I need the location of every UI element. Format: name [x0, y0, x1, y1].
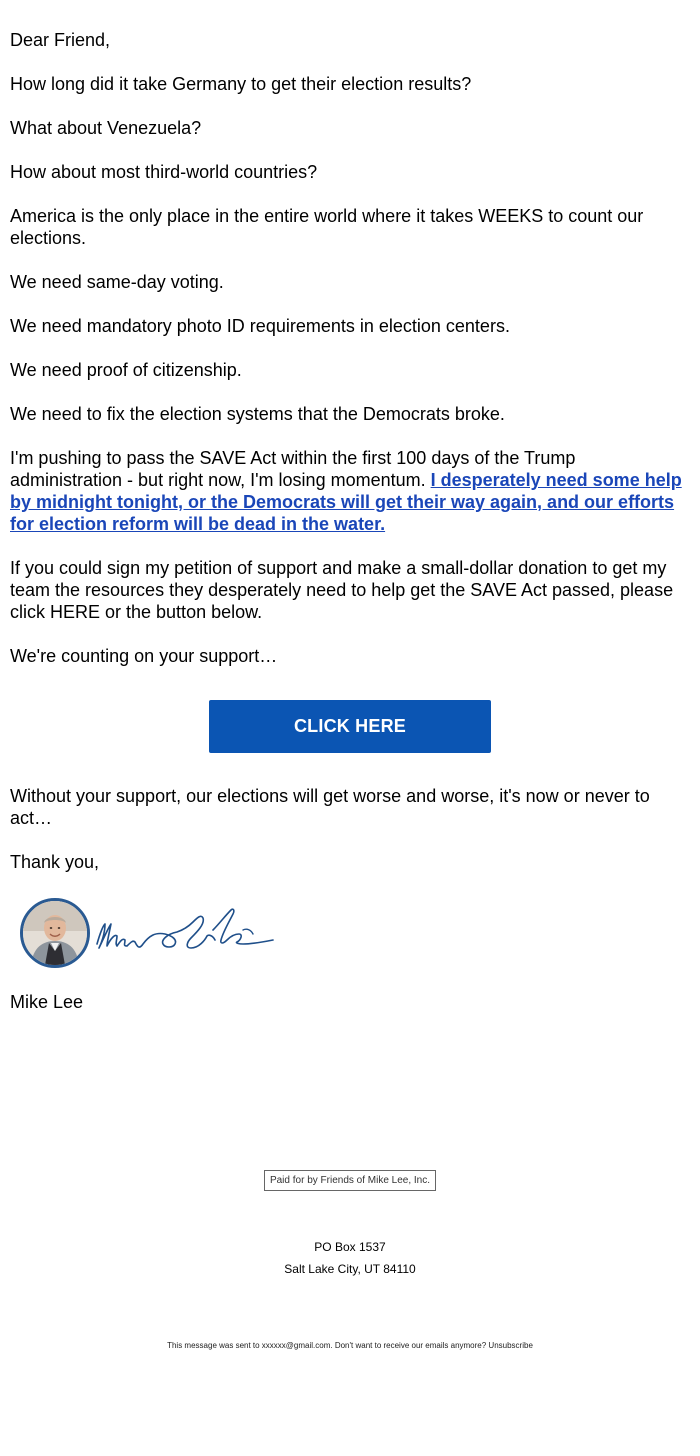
paragraph-america: America is the only place in the entire world where it takes WEEKS to count our elections. [10, 206, 644, 248]
paragraph-venezuela: What about Venezuela? [10, 118, 202, 138]
thank-you: Thank you, [10, 852, 100, 872]
unsubscribe-footer [0, 1341, 700, 1351]
paragraph-petition: If you could sign my petition of support and make a small-dollar donation to get my team the resources they desperately need to help get the SAVE Act passed, please click HERE or the button below. [10, 558, 674, 622]
paragraph-save-act [10, 447, 686, 535]
paragraph-without-support: Without your support, our elections will get worse and worse, it's now or never to act… [10, 786, 650, 828]
address-line-1: PO Box 1537 [314, 1240, 386, 1254]
click-here-button[interactable]: CLICK HERE [209, 700, 491, 753]
signer-name: Mike Lee [10, 992, 84, 1012]
address-line-2: Salt Lake City, UT 84110 [284, 1262, 416, 1276]
portrait-photo [23, 901, 87, 965]
sent-to-text: This message was sent to xxxxxx@gmail.com. Don't want to receive our emails anymore? [167, 1341, 489, 1350]
mailing-address [0, 1236, 700, 1280]
paragraph-citizenship: We need proof of citizenship. [10, 360, 242, 380]
cta-container [209, 700, 491, 753]
save-act-text: I'm pushing to pass the SAVE Act within the first 100 days of the Trump administration - but right now, I'm losing momentum. [10, 448, 576, 490]
paragraph-same-day-voting: We need same-day voting. [10, 272, 224, 292]
paragraph-third-world: How about most third-world countries? [10, 162, 318, 182]
urgent-help-link[interactable]: I desperately need some help by midnight tonight, or the Democrats will get their way again, and our efforts for election reform will be dead in the water. [10, 470, 682, 534]
greeting: Dear Friend, [10, 30, 111, 50]
handwritten-signature [93, 900, 278, 962]
paragraph-fix-systems: We need to fix the election systems that the Democrats broke. [10, 404, 505, 424]
closing-section [10, 785, 686, 895]
paragraph-germany: How long did it take Germany to get their election results? [10, 74, 472, 94]
signature-block [20, 898, 290, 968]
unsubscribe-link[interactable]: Unsubscribe [488, 1341, 533, 1350]
paid-for-disclaimer: Paid for by Friends of Mike Lee, Inc. [264, 1170, 436, 1191]
paragraph-photo-id: We need mandatory photo ID requirements in election centers. [10, 316, 510, 336]
avatar [20, 898, 90, 968]
paragraph-counting: We're counting on your support… [10, 646, 278, 666]
email-body [10, 29, 686, 689]
